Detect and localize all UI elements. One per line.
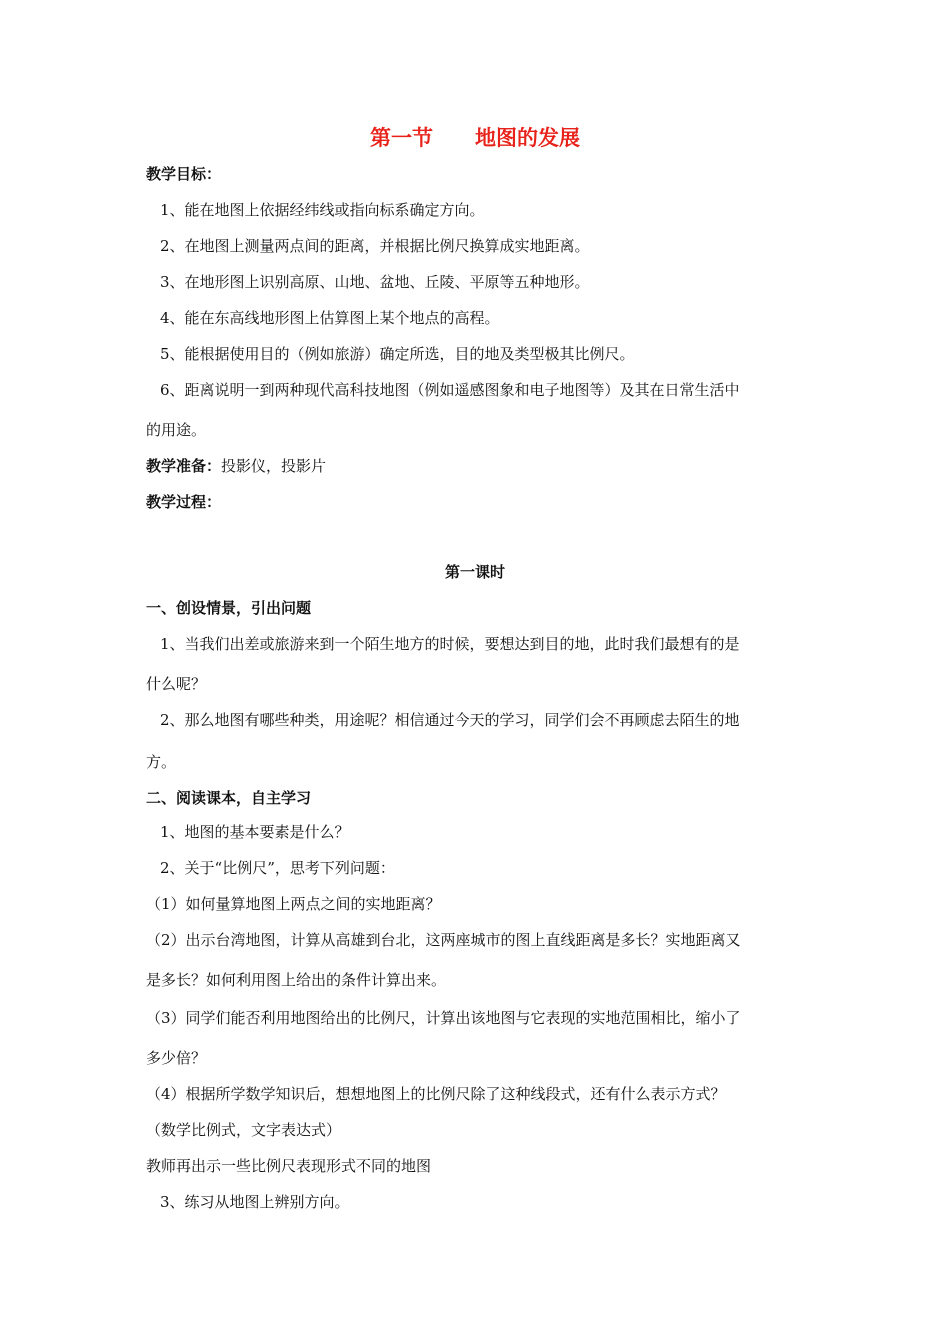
section2-line: （4）根据所学数学知识后，想想地图上的比例尺除了这种线段式，还有什么表示方式？	[146, 1085, 726, 1103]
goal-item: 3、在地形图上识别高原、山地、盆地、丘陵、平原等五种地形。	[160, 273, 590, 291]
goals-heading: 教学目标：	[146, 165, 222, 183]
goal-item: 2、在地图上测量两点间的距离，并根据比例尺换算成实地距离。	[160, 237, 590, 255]
goal-item-continuation: 的用途。	[146, 421, 207, 439]
lesson-title: 第一课时	[444, 563, 505, 581]
goal-item: 1、能在地图上依据经纬线或指向标系确定方向。	[160, 201, 485, 219]
section2-heading: 二、阅读课本，自主学习	[146, 789, 312, 807]
section2-line: 1、地图的基本要素是什么？	[160, 823, 350, 841]
process-heading: 教学过程：	[146, 493, 222, 511]
section2-line: 多少倍？	[146, 1049, 207, 1067]
goal-item: 6、距离说明一到两种现代高科技地图（例如遥感图象和电子地图等）及其在日常生活中	[160, 381, 740, 399]
prep-line	[146, 456, 326, 476]
section1-line: 1、当我们出差或旅游来到一个陌生地方的时候，要想达到目的地，此时我们最想有的是	[160, 635, 740, 653]
section1-line: 方。	[146, 753, 177, 771]
prep-label: 教学准备：	[146, 457, 222, 475]
section2-line: 2、关于“比例尺”，思考下列问题：	[160, 859, 395, 877]
section2-line: （1）如何量算地图上两点之间的实地距离？	[146, 895, 441, 913]
section2-line: （3）同学们能否利用地图给出的比例尺，计算出该地图与它表现的实地范围相比，缩小了	[146, 1009, 741, 1027]
section2-line: （数学比例式，文字表达式）	[146, 1121, 342, 1139]
section2-line: （2）出示台湾地图，计算从高雄到台北，这两座城市的图上直线距离是多长？实地距离又	[146, 931, 741, 949]
section1-line: 2、那么地图有哪些种类，用途呢？相信通过今天的学习，同学们会不再顾虑去陌生的地	[160, 711, 740, 729]
section2-line: 是多长？如何利用图上给出的条件计算出来。	[146, 971, 447, 989]
goal-item: 4、能在东高线地形图上估算图上某个地点的高程。	[160, 309, 500, 327]
goal-item: 5、能根据使用目的（例如旅游）确定所选，目的地及类型极其比例尺。	[160, 345, 635, 363]
section2-line: 教师再出示一些比例尺表现形式不同的地图	[146, 1157, 432, 1175]
section1-heading: 一、创设情景，引出问题	[146, 599, 312, 617]
section1-line: 什么呢？	[146, 675, 207, 693]
prep-value: 投影仪，投影片	[221, 457, 327, 475]
page-title: 第一节 地图的发展	[370, 126, 580, 150]
section2-line: 3、练习从地图上辨别方向。	[160, 1193, 350, 1211]
